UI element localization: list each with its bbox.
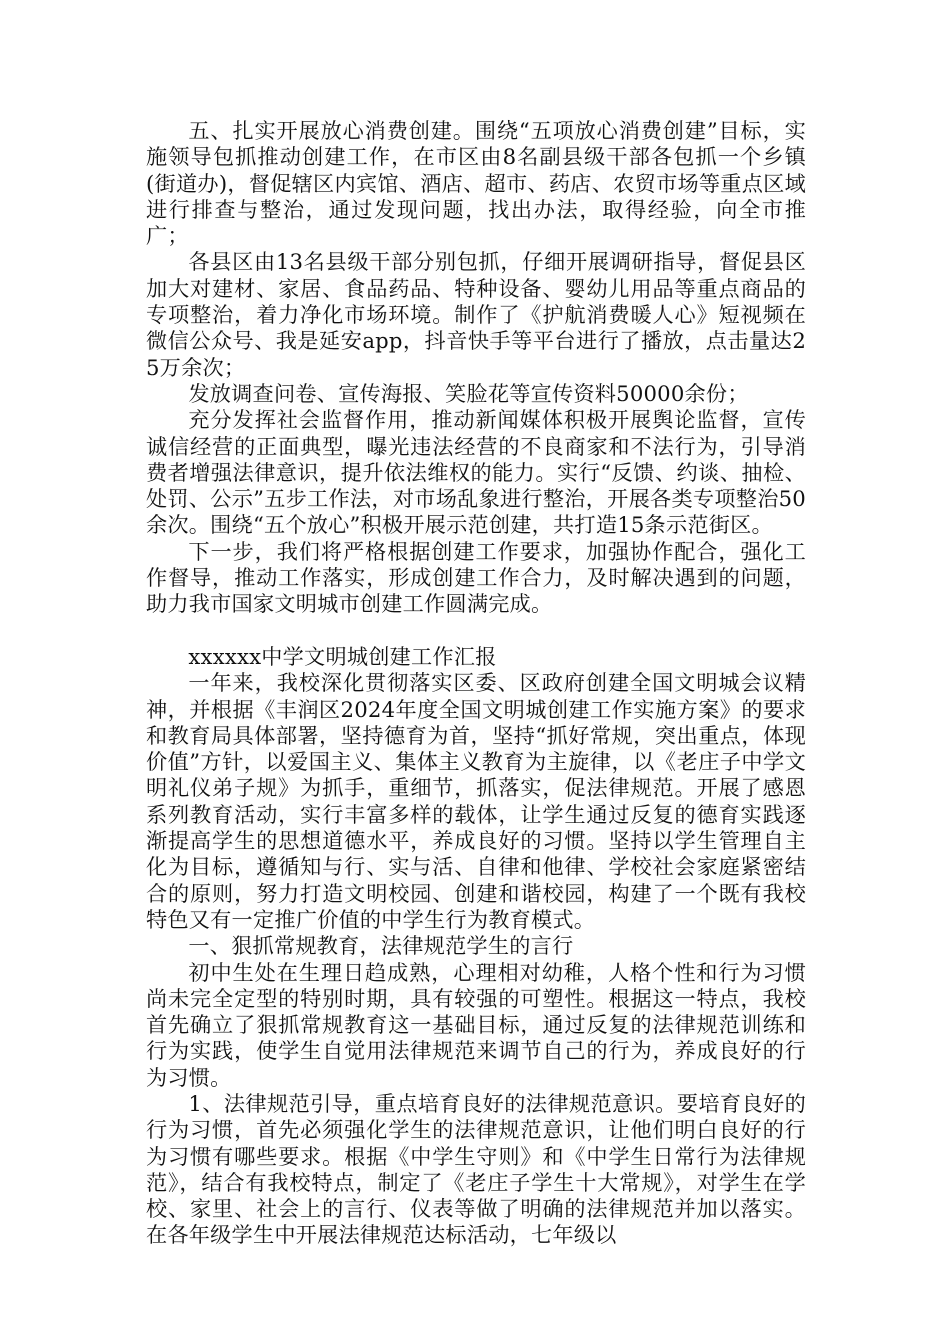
section-spacer — [146, 618, 806, 644]
document-body — [146, 118, 806, 1249]
paragraph: 充分发挥社会监督作用，推动新闻媒体积极开展舆论监督，宣传诚信经营的正面典型，曝光违法经营的不良商家和不法行为，引导消费者增强法律意识，提升依法维权的能力。实行“反馈、约谈、抽检、处罚、公示”五步工作法，对市场乱象进行整治，开展各类专项整治50余次。围绕“五个放心”积极开展示范创建，共打造15条示范街区。 — [146, 407, 806, 538]
paragraph: 1、法律规范引导，重点培育良好的法律规范意识。要培育良好的行为习惯，首先必须强化学生的法律规范意识，让他们明白良好的行为习惯有哪些要求。根据《中学生守则》和《中学生日常行为法律规范》，结合有我校特点，制定了《老庄子学生十大常规》，对学生在学校、家里、社会上的言行、仪表等做了明确的法律规范并加以落实。在各年级学生中开展法律规范达标活动，七年级以 — [146, 1090, 806, 1248]
paragraph: 各县区由13名县级干部分别包抓，仔细开展调研指导，督促县区加大对建材、家居、食品药品、特种设备、婴幼儿用品等重点商品的专项整治，着力净化市场环境。制作了《护航消费暖人心》短视频在微信公众号、我是延安app，抖音快手等平台进行了播放，点击量达25万余次； — [146, 249, 806, 380]
paragraph: 初中生处在生理日趋成熟，心理相对幼稚，人格个性和行为习惯尚未完全定型的特别时期，具有较强的可塑性。根据这一特点，我校首先确立了狠抓常规教育这一基础目标，通过反复的法律规范训练和行为实践，使学生自觉用法律规范来调节自己的行为，养成良好的行为习惯。 — [146, 959, 806, 1090]
paragraph: 下一步，我们将严格根据创建工作要求，加强协作配合，强化工作督导，推动工作落实，形成创建工作合力，及时解决遇到的问题，助力我市国家文明城市创建工作圆满完成。 — [146, 538, 806, 617]
paragraph: 一年来，我校深化贯彻落实区委、区政府创建全国文明城会议精神，并根据《丰润区2024年度全国文明城创建工作实施方案》的要求和教育局具体部署，坚持德育为首，坚持“抓好常规，突出重点，体现价值”方针，以爱国主义、集体主义教育为主旋律，以《老庄子中学文明礼仪弟子规》为抓手，重细节，抓落实，促法律规范。开展了感恩系列教育活动，实行丰富多样的载体，让学生通过反复的德育实践逐渐提高学生的思想道德水平，养成良好的习惯。坚持以学生管理自主化为目标，遵循知与行、实与活、自律和他律、学校社会家庭紧密结合的原则，努力打造文明校园、创建和谐校园，构建了一个既有我校特色又有一定推广价值的中学生行为教育模式。 — [146, 670, 806, 932]
paragraph: 发放调查问卷、宣传海报、笑脸花等宣传资料50000余份； — [188, 380, 749, 406]
section-heading: 一、狠抓常规教育，法律规范学生的言行 — [188, 933, 574, 959]
paragraph: 五、扎实开展放心消费创建。围绕“五项放心消费创建”目标，实施领导包抓推动创建工作，在市区由8名副县级干部各包抓一个乡镇(街道办)，督促辖区内宾馆、酒店、超市、药店、农贸市场等重点区域进行排查与整治，通过发现问题，找出办法，取得经验，向全市推广； — [146, 118, 806, 249]
report-title: xxxxxx中学文明城创建工作汇报 — [188, 643, 497, 669]
